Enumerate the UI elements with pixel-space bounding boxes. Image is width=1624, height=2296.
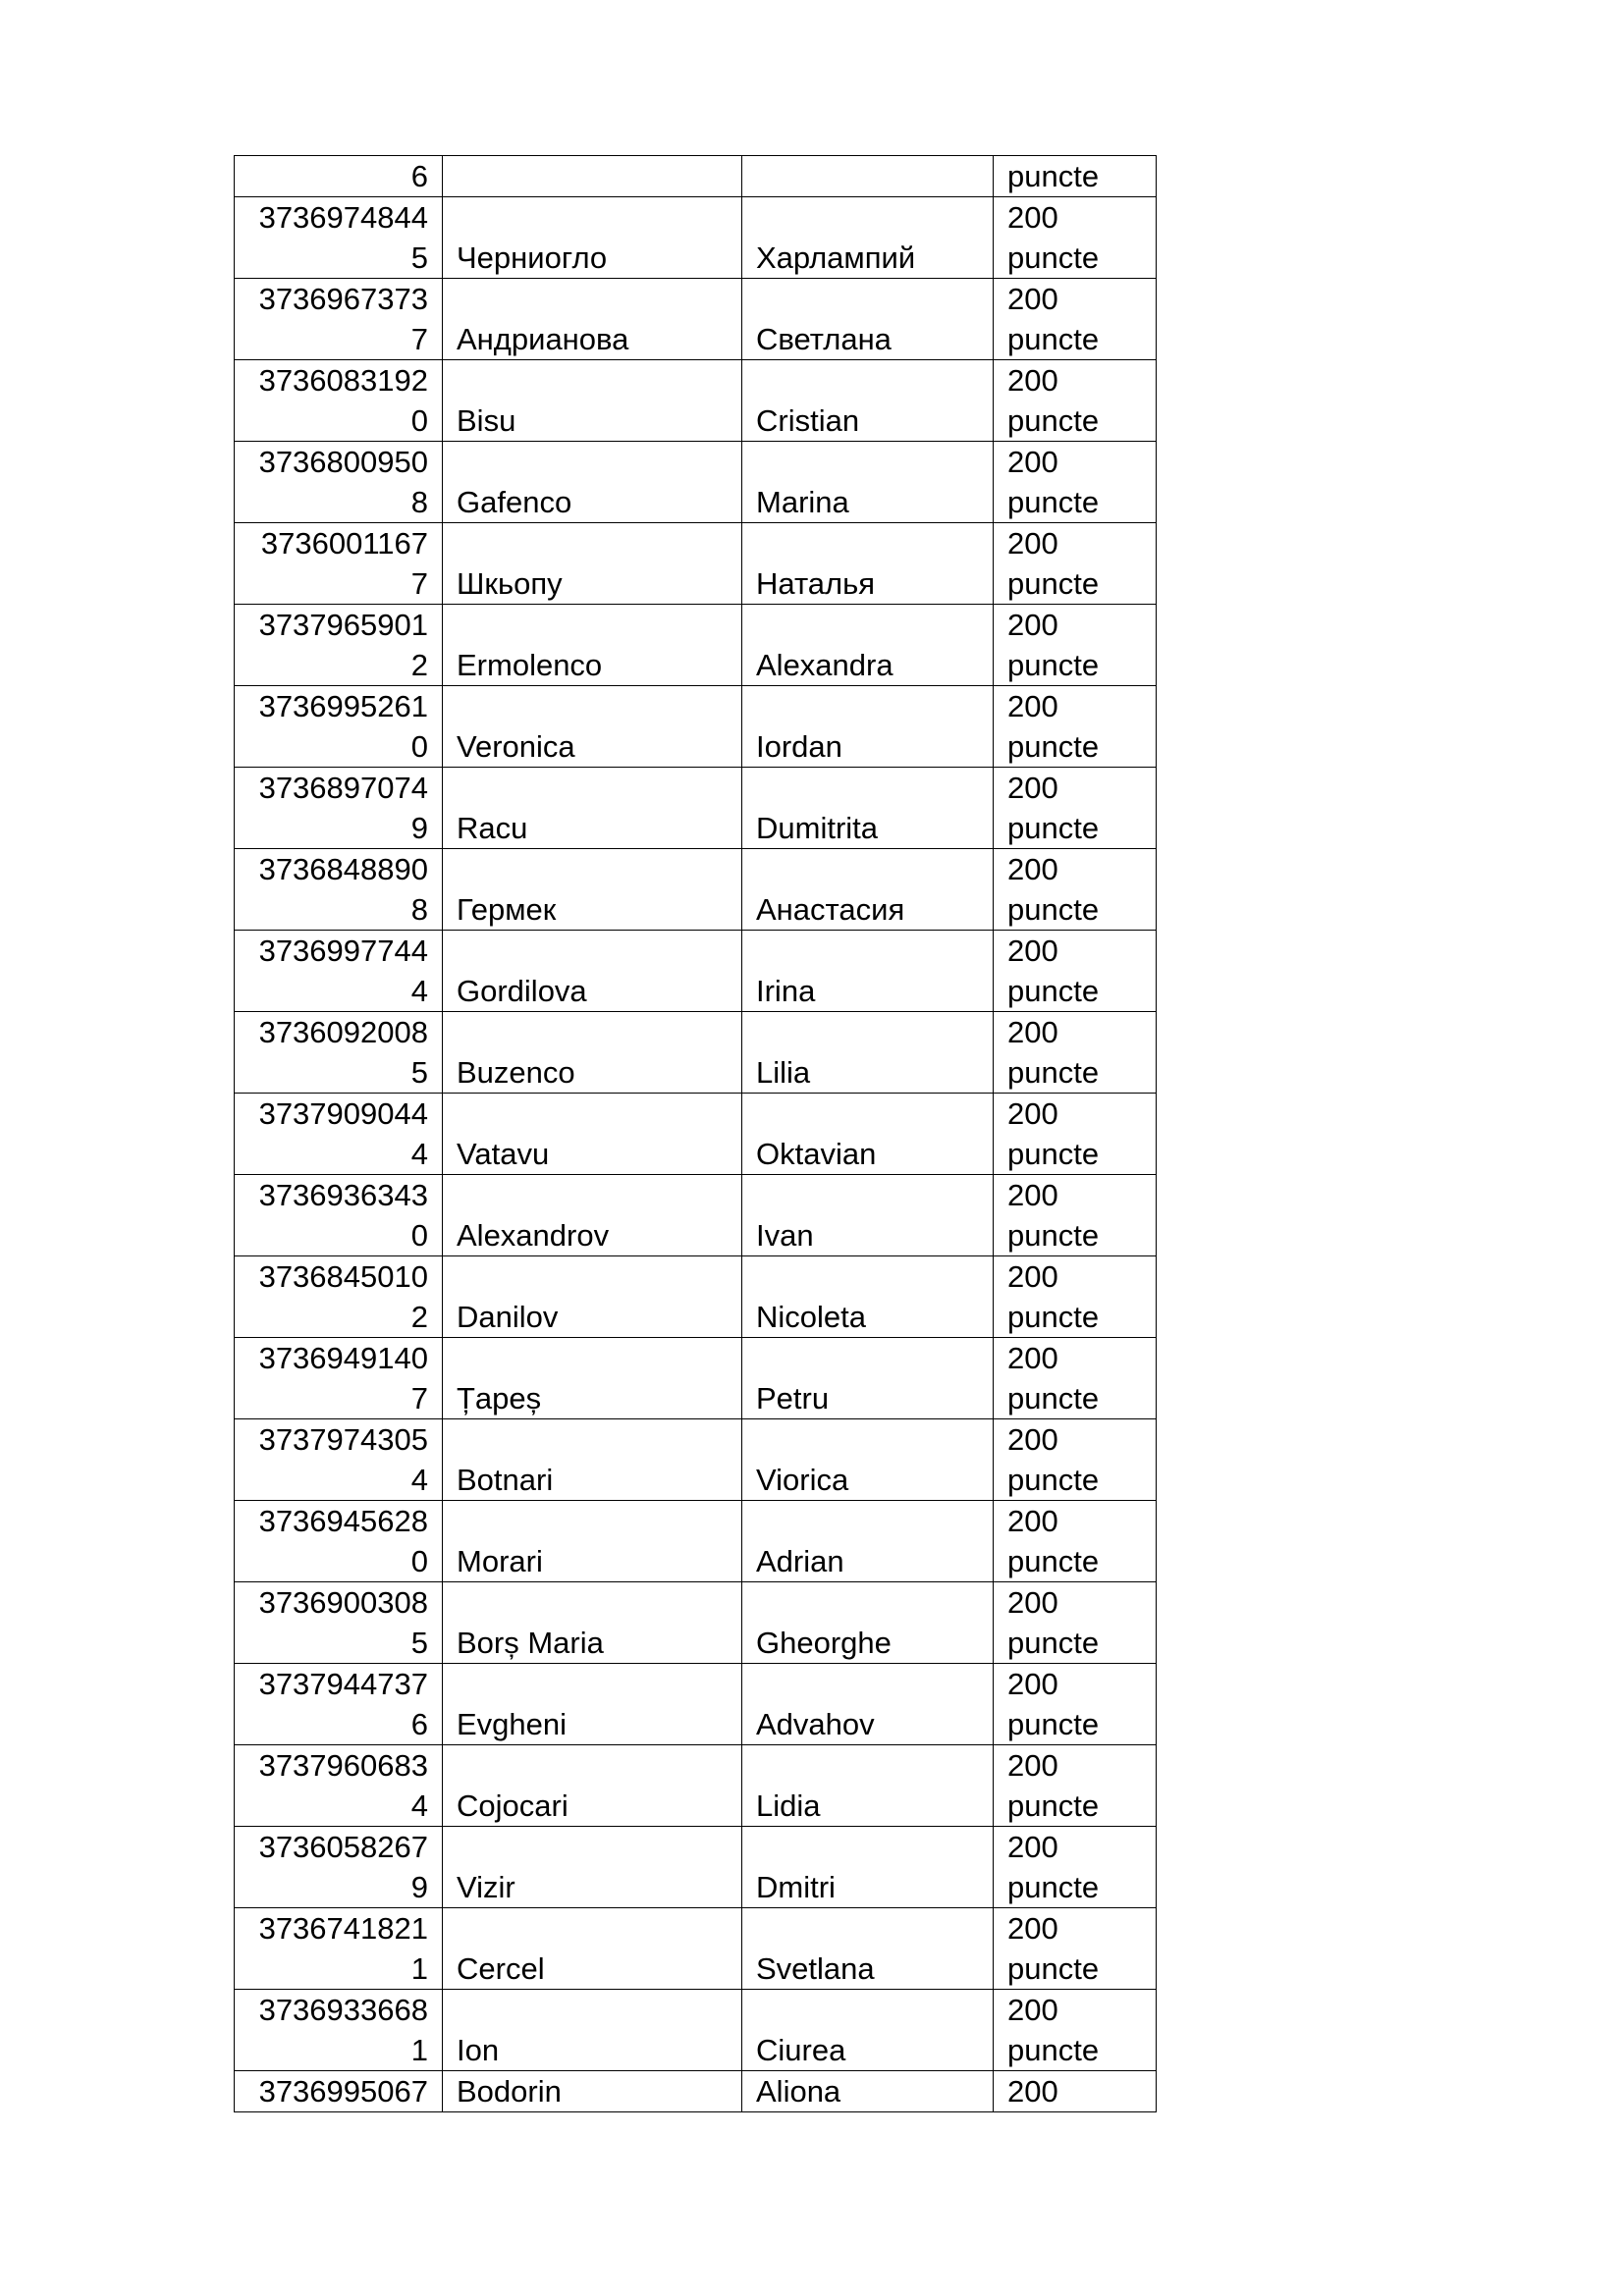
last-name-cell: Evgheni [443,1664,742,1745]
id-cell [235,1990,443,2071]
first-name-cell [742,156,994,197]
first-name-cell: Nicoleta [742,1256,994,1338]
first-name-cell: Светлана [742,279,994,360]
points-cell [994,1175,1157,1256]
id-cell-line: 3737944737 [258,1667,428,1701]
points-cell [994,442,1157,523]
last-name-cell: Cojocari [443,1745,742,1827]
points-cell-line: puncte [1007,1218,1100,1253]
table-row [235,1664,1157,1745]
points-cell [994,1745,1157,1827]
points-cell-line: 200 [1007,1178,1058,1212]
id-cell-line: 5 [410,1626,428,1660]
points-cell-line: puncte [1007,648,1100,682]
points-cell-line: puncte [1007,240,1100,275]
id-cell-line: 7 [410,1381,428,1415]
last-name-cell: Bisu [443,360,742,442]
last-name-cell: Ion [443,1990,742,2071]
id-cell-line: 4 [410,974,428,1008]
points-cell-line: 200 [1007,1341,1058,1375]
id-cell [235,523,443,605]
id-cell-line: 3736945628 [258,1504,428,1538]
points-cell-line: puncte [1007,1055,1100,1090]
id-cell-line: 3736936343 [258,1178,428,1212]
id-cell-line: 9 [410,1870,428,1904]
first-name-cell: Iordan [742,686,994,768]
first-name-cell: Svetlana [742,1908,994,1990]
points-cell-line: puncte [1007,892,1100,927]
points-cell-line: puncte [1007,322,1100,356]
points-cell-line: puncte [1007,1544,1100,1578]
id-cell-line: 3737974305 [258,1422,428,1457]
points-cell-line: puncte [1007,1789,1100,1823]
last-name-cell: Vatavu [443,1094,742,1175]
points-cell-line: 200 [1007,1585,1058,1620]
points-table-body [235,156,1157,2112]
points-cell-line: 200 [1007,363,1058,398]
id-cell-line: 3736974844 [258,200,428,235]
id-cell-line: 0 [410,1218,428,1253]
points-cell-line: 200 [1007,526,1058,561]
last-name-cell: Borș Maria [443,1582,742,1664]
id-cell-line: 8 [410,892,428,927]
first-name-cell: Gheorghe [742,1582,994,1664]
last-name-cell: Botnari [443,1419,742,1501]
points-cell-line: puncte [1007,729,1100,764]
points-cell-line: puncte [1007,2033,1100,2067]
table-row [235,360,1157,442]
id-cell [235,360,443,442]
points-cell [994,768,1157,849]
id-cell [235,1012,443,1094]
last-name-cell: Gordilova [443,931,742,1012]
id-cell-line: 9 [410,811,428,845]
id-cell-line: 3736949140 [258,1341,428,1375]
points-cell-line: puncte [1007,1870,1100,1904]
first-name-cell: Ivan [742,1175,994,1256]
id-cell-line: 4 [410,1137,428,1171]
points-cell-line: puncte [1007,1951,1100,1986]
points-cell-line: 200 [1007,689,1058,723]
table-row [235,1582,1157,1664]
id-cell-line: 0 [410,729,428,764]
first-name-cell: Petru [742,1338,994,1419]
table-row [235,1094,1157,1175]
table-row [235,523,1157,605]
id-cell [235,1745,443,1827]
points-cell-line: 200 [1007,282,1058,316]
id-cell [235,1338,443,1419]
last-name-cell: Cercel [443,1908,742,1990]
id-cell [235,768,443,849]
last-name-cell: Шкьопу [443,523,742,605]
points-cell [994,1908,1157,1990]
id-cell-line: 3736083192 [258,363,428,398]
points-cell-line: 200 [1007,2074,1058,2109]
id-cell-line: 3736967373 [258,282,428,316]
last-name-cell: Bodorin [443,2071,742,2112]
points-cell [994,1501,1157,1582]
points-cell-line: puncte [1007,1137,1100,1171]
points-cell-line: 200 [1007,200,1058,235]
last-name-cell [443,156,742,197]
points-cell-line: 200 [1007,1096,1058,1131]
last-name-cell: Veronica [443,686,742,768]
table-row [235,1256,1157,1338]
first-name-cell: Alexandra [742,605,994,686]
id-cell-line: 7 [410,566,428,601]
id-cell-line: 3736845010 [258,1259,428,1294]
first-name-cell: Irina [742,931,994,1012]
last-name-cell: Racu [443,768,742,849]
id-cell [235,1582,443,1664]
first-name-cell: Viorica [742,1419,994,1501]
id-cell-line: 3737965901 [258,608,428,642]
points-cell-line: 200 [1007,852,1058,886]
points-cell [994,1012,1157,1094]
id-cell-line: 6 [410,1707,428,1741]
first-name-cell: Adrian [742,1501,994,1582]
id-cell [235,1175,443,1256]
id-cell-line: 3737909044 [258,1096,428,1131]
id-cell-line: 8 [410,485,428,519]
points-cell-line: puncte [1007,1300,1100,1334]
id-cell-line: 1 [410,2033,428,2067]
first-name-cell: Харлампий [742,197,994,279]
table-row [235,849,1157,931]
points-cell-line: puncte [1007,566,1100,601]
id-cell-line: 3736995261 [258,689,428,723]
id-cell-line: 4 [410,1463,428,1497]
points-cell-line: puncte [1007,811,1100,845]
points-cell [994,605,1157,686]
id-cell [235,605,443,686]
id-cell [235,442,443,523]
points-cell-line: puncte [1007,1463,1100,1497]
id-cell [235,931,443,1012]
first-name-cell: Marina [742,442,994,523]
last-name-cell: Черниогло [443,197,742,279]
id-cell-line: 4 [410,1789,428,1823]
table-row [235,686,1157,768]
points-cell-line: 200 [1007,1748,1058,1783]
points-cell-line: 200 [1007,1504,1058,1538]
table-row [235,1338,1157,1419]
points-cell-line: 200 [1007,1830,1058,1864]
id-cell [235,1664,443,1745]
id-cell-line: 5 [410,240,428,275]
points-cell [994,1338,1157,1419]
id-cell-line: 5 [410,1055,428,1090]
points-cell [994,931,1157,1012]
id-cell-line: 3736933668 [258,1993,428,2027]
points-cell-line: puncte [1007,403,1100,438]
points-cell-line: 200 [1007,608,1058,642]
id-cell-line: 3736001167 [260,526,428,561]
points-cell [994,197,1157,279]
table-row [235,442,1157,523]
id-cell-line: 2 [410,648,428,682]
id-cell-line: 6 [410,159,428,193]
points-cell [994,1827,1157,1908]
points-cell [994,1664,1157,1745]
first-name-cell: Aliona [742,2071,994,2112]
id-cell-line: 0 [410,403,428,438]
table-row [235,1012,1157,1094]
points-cell-line: 200 [1007,445,1058,479]
id-cell [235,1419,443,1501]
table-row [235,1908,1157,1990]
points-cell [994,279,1157,360]
points-cell [994,1419,1157,1501]
last-name-cell: Danilov [443,1256,742,1338]
last-name-cell: Андрианова [443,279,742,360]
points-cell [994,1094,1157,1175]
points-cell [994,1990,1157,2071]
points-cell [994,2071,1157,2112]
points-cell-line: puncte [1007,1707,1100,1741]
points-cell-line: 200 [1007,1259,1058,1294]
points-cell-line: 200 [1007,1015,1058,1049]
id-cell [235,686,443,768]
id-cell [235,1908,443,1990]
last-name-cell: Alexandrov [443,1175,742,1256]
last-name-cell: Ermolenco [443,605,742,686]
points-cell [994,849,1157,931]
table-row [235,2071,1157,2112]
table-row [235,1827,1157,1908]
table-row [235,1419,1157,1501]
id-cell-line: 3736997744 [258,934,428,968]
table-row [235,605,1157,686]
first-name-cell: Ciurea [742,1990,994,2071]
id-cell-line: 3736092008 [258,1015,428,1049]
points-cell-line: puncte [1007,485,1100,519]
id-cell [235,197,443,279]
id-cell-line: 3736058267 [258,1830,428,1864]
id-cell-line: 3736800950 [258,445,428,479]
last-name-cell: Gafenco [443,442,742,523]
points-cell-line: 200 [1007,934,1058,968]
points-cell [994,1582,1157,1664]
id-cell-line: 2 [410,1300,428,1334]
points-cell-line: 200 [1007,1422,1058,1457]
id-cell [235,1501,443,1582]
table-row [235,156,1157,197]
first-name-cell: Dmitri [742,1827,994,1908]
points-cell-line: 200 [1007,771,1058,805]
last-name-cell: Гермек [443,849,742,931]
first-name-cell: Наталья [742,523,994,605]
table-row [235,1501,1157,1582]
id-cell-line: 1 [410,1951,428,1986]
points-cell [994,156,1157,197]
id-cell [235,1827,443,1908]
first-name-cell: Lilia [742,1012,994,1094]
table-row [235,1175,1157,1256]
last-name-cell: Morari [443,1501,742,1582]
last-name-cell: Vizir [443,1827,742,1908]
points-cell [994,360,1157,442]
points-cell-line: puncte [1007,159,1100,193]
points-cell-line: 200 [1007,1667,1058,1701]
first-name-cell: Oktavian [742,1094,994,1175]
table-row [235,1745,1157,1827]
id-cell-line: 3736900308 [258,1585,428,1620]
points-table [234,155,1157,2112]
points-cell [994,1256,1157,1338]
points-cell-line: puncte [1007,1381,1100,1415]
first-name-cell: Cristian [742,360,994,442]
id-cell-line: 7 [410,322,428,356]
id-cell-line: 3736897074 [258,771,428,805]
id-cell-line: 3737960683 [258,1748,428,1783]
first-name-cell: Анастасия [742,849,994,931]
table-row [235,768,1157,849]
points-cell-line: puncte [1007,974,1100,1008]
id-cell [235,1094,443,1175]
first-name-cell: Dumitrita [742,768,994,849]
points-cell-line: 200 [1007,1993,1058,2027]
id-cell [235,2071,443,2112]
points-cell-line: puncte [1007,1626,1100,1660]
id-cell [235,156,443,197]
table-row [235,931,1157,1012]
table-row [235,197,1157,279]
id-cell [235,279,443,360]
last-name-cell: Țapeș [443,1338,742,1419]
last-name-cell: Buzenco [443,1012,742,1094]
id-cell [235,849,443,931]
table-row [235,1990,1157,2071]
first-name-cell: Lidia [742,1745,994,1827]
points-cell-line: 200 [1007,1911,1058,1946]
id-cell-line: 0 [410,1544,428,1578]
id-cell-line: 3736995067 [258,2074,428,2109]
id-cell [235,1256,443,1338]
points-cell [994,523,1157,605]
table-row [235,279,1157,360]
id-cell-line: 3736848890 [258,852,428,886]
first-name-cell: Advahov [742,1664,994,1745]
id-cell-line: 3736741821 [258,1911,428,1946]
points-cell [994,686,1157,768]
